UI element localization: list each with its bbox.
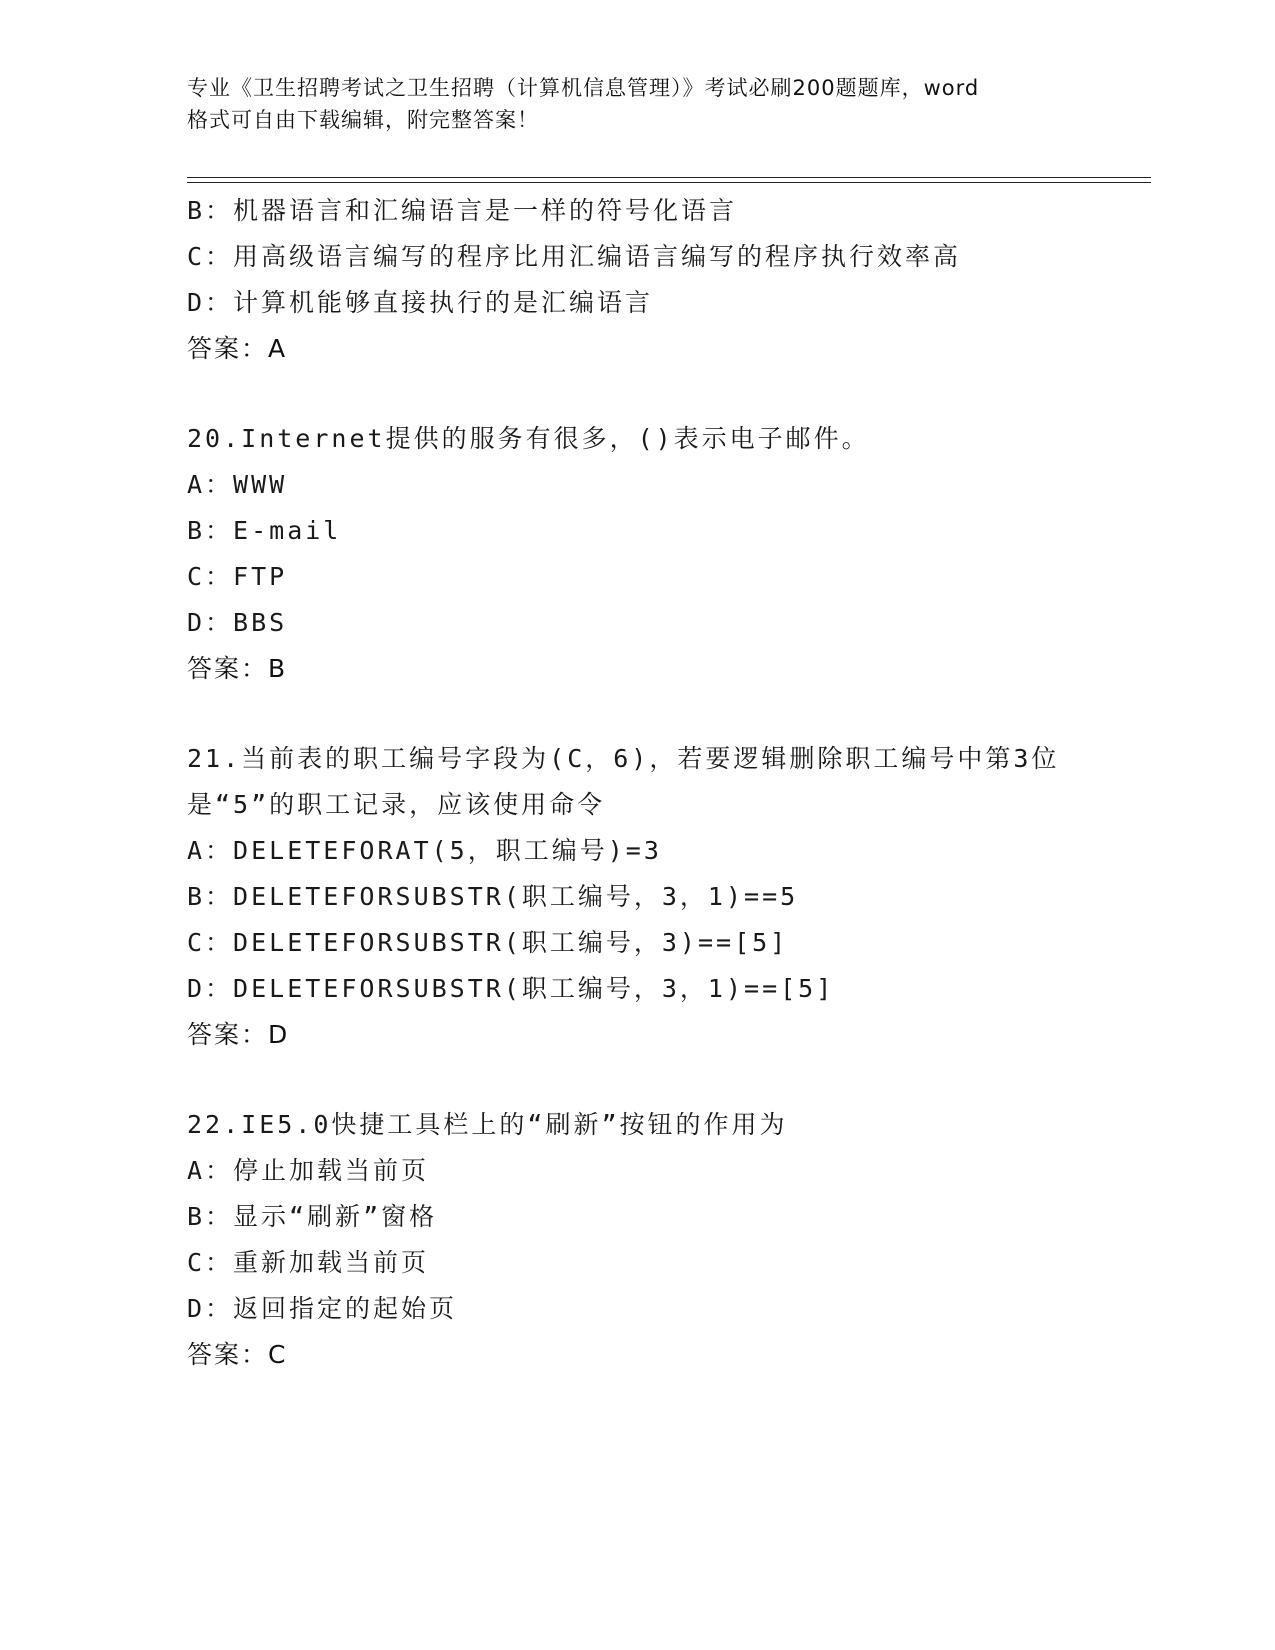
question-content — [187, 188, 1087, 1378]
document-header — [187, 72, 1087, 136]
option-b: B：DELETEFORSUBSTR(职工编号，3，1)==5 — [187, 882, 799, 911]
option-d: D：BBS — [187, 608, 288, 637]
option-b: B：显示“刷新”窗格 — [187, 1202, 438, 1231]
question-20 — [187, 416, 1087, 692]
question-19-continued — [187, 188, 1087, 372]
option-a: A：DELETEFORAT(5，职工编号)=3 — [187, 836, 662, 865]
question-stem: 20.Internet提供的服务有很多，()表示电子邮件。 — [187, 424, 870, 453]
option-c: C：重新加载当前页 — [187, 1248, 430, 1277]
header-line-2: 格式可自由下载编辑，附完整答案！ — [187, 108, 539, 132]
option-d: D：返回指定的起始页 — [187, 1294, 458, 1323]
header-rule-bottom — [187, 182, 1151, 183]
answer-line: 答案：D — [187, 1020, 290, 1049]
option-c: C：FTP — [187, 562, 288, 591]
answer-line: 答案：C — [187, 1340, 288, 1369]
question-stem: 21.当前表的职工编号字段为(C，6)，若要逻辑删除职工编号中第3位 — [187, 744, 1060, 773]
option-a: A：停止加载当前页 — [187, 1156, 430, 1185]
answer-line: 答案：B — [187, 654, 288, 683]
option-c: C：DELETEFORSUBSTR(职工编号，3)==[5] — [187, 928, 789, 957]
question-stem: 22.IE5.0快捷工具栏上的“刷新”按钮的作用为 — [187, 1110, 788, 1139]
question-21 — [187, 736, 1087, 1058]
option-c: C：用高级语言编写的程序比用汇编语言编写的程序执行效率高 — [187, 242, 962, 271]
header-rule-top — [187, 177, 1151, 178]
option-d: D：DELETEFORSUBSTR(职工编号，3，1)==[5] — [187, 974, 835, 1003]
option-d: D：计算机能够直接执行的是汇编语言 — [187, 288, 654, 317]
question-stem-continued: 是“5”的职工记录，应该使用命令 — [187, 790, 606, 819]
option-a: A：WWW — [187, 470, 288, 499]
answer-line: 答案：A — [187, 334, 288, 363]
header-line-1: 专业《卫生招聘考试之卫生招聘（计算机信息管理）》考试必刷200题题库，word — [187, 76, 980, 100]
option-b: B：机器语言和汇编语言是一样的符号化语言 — [187, 196, 738, 225]
option-b: B：E-mail — [187, 516, 342, 545]
question-22 — [187, 1102, 1087, 1378]
